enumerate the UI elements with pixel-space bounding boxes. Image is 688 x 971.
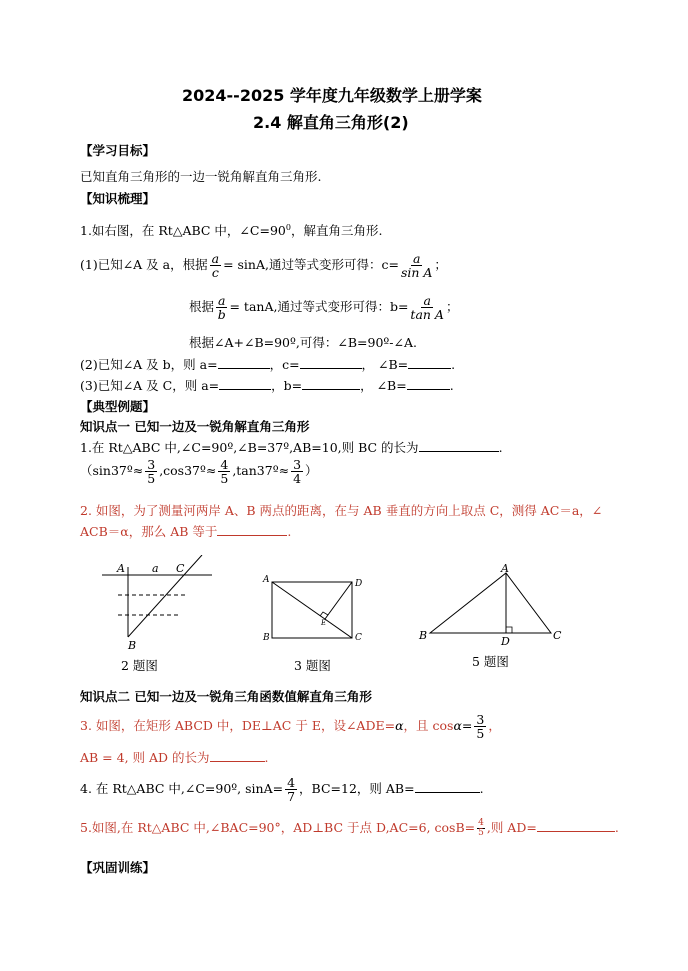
goals-heading: 【学习目标】 (80, 143, 156, 158)
frac-den: 7 (287, 789, 296, 805)
frac-den: 5 (147, 471, 156, 487)
line1-mid: = sinA,通过等式变形可得：c= (223, 257, 399, 273)
figure-2-river-diagram (100, 555, 220, 655)
frac-num: 4 (220, 457, 229, 472)
fraction-a-over-sinA (401, 252, 432, 279)
line2-mid: = tanA,通过等式变形可得：b= (229, 299, 409, 315)
line5-part-a: (3)已知∠A 及 C，则 a= (80, 378, 220, 393)
goals-text: 已知直角三角形的一边一锐角解直角三角形. (80, 169, 322, 184)
frac-num: a (412, 251, 421, 266)
line2-pre: 根据 (189, 299, 215, 315)
knowledge-heading: 【知识梳理】 (80, 191, 156, 206)
example2-end: . (287, 524, 292, 539)
example-5 (80, 818, 619, 838)
example5-end: . (614, 820, 619, 835)
document-title: 2024--2025 学年度九年级数学上册学案 (182, 86, 482, 105)
label-C: C (553, 629, 562, 642)
label-B: B (419, 629, 428, 642)
knowledge-line-2 (189, 294, 458, 321)
example4-mid: ，BC=12，则 AB= (299, 781, 415, 797)
frac-den: b (217, 307, 226, 323)
knowledge-q1 (80, 221, 382, 239)
q1-degree: 0 (285, 222, 291, 232)
example5-pre: 5.如图,在 Rt△ABC 中,∠BAC=90°，AD⊥BC 于点 D,AC=6, cosB= (80, 820, 476, 835)
line4-part-c: ， ∠B= (361, 357, 409, 372)
frac-num: a (423, 293, 431, 308)
answer-blank[interactable] (419, 439, 499, 453)
frac-num: 4 (287, 775, 296, 790)
frac-num: 4 (478, 817, 484, 828)
frac-den: sin A (400, 265, 433, 281)
figure-3-rectangle-diagram (260, 572, 370, 644)
segment-BC (128, 555, 202, 637)
example-1 (80, 438, 503, 456)
answer-blank[interactable] (537, 819, 615, 833)
knowledge-line-4 (80, 355, 455, 373)
example2-text: ACB＝α，那么 AB 等于 (80, 524, 218, 539)
frac-den: 5 (476, 726, 485, 742)
figure-5-caption: 5 题图 (472, 654, 509, 669)
fraction-a-over-tanA (410, 294, 444, 321)
label-B: B (263, 633, 270, 643)
example1-end: . (498, 440, 503, 455)
label-D: D (355, 579, 363, 589)
answer-blank[interactable] (219, 377, 271, 391)
knowledge-line-1 (80, 252, 447, 279)
label-A: A (501, 563, 509, 575)
fraction-3-4 (291, 458, 303, 485)
label-C: C (176, 562, 185, 575)
answer-blank[interactable] (217, 523, 287, 537)
knowledge-point-1: 知识点一 已知一边及一锐角解直角三角形 (80, 419, 310, 434)
fraction-4-5 (218, 458, 230, 485)
answer-blank[interactable] (218, 356, 270, 370)
line4-part-a: (2)已知∠A 及 b，则 a= (80, 357, 218, 372)
example4-end: . (479, 781, 484, 797)
q1-text-pre: 1.如右图，在 Rt△ABC 中，∠C=90 (80, 223, 286, 238)
example-1-hint (80, 458, 318, 485)
knowledge-line-3: 根据∠A+∠B=90º,可得：∠B=90º-∠A. (189, 335, 417, 350)
frac-num: a (218, 293, 226, 308)
fraction-4-7 (285, 776, 297, 803)
label-A: A (263, 575, 270, 585)
example3-pre: 3. 如图，在矩形 ABCD 中，DE⊥AC 于 E，设∠ADE= (80, 718, 396, 734)
frac-den: tan A (410, 307, 444, 323)
figure-3-caption: 3 题图 (294, 658, 331, 673)
right-angle-mark (320, 612, 328, 616)
hint-tan: ,tan37º≈ (232, 463, 290, 479)
example3-end: ， (488, 718, 501, 734)
example3-text: AB = 4, 则 AD 的长为 (80, 750, 210, 765)
example3-end: . (264, 750, 269, 765)
practice-heading: 【巩固训练】 (80, 860, 156, 875)
example-2-line-1: 2. 如图，为了测量河两岸 A、B 两点的距离，在与 AB 垂直的方向上取点 C，测得 AC＝a，∠ (80, 503, 603, 518)
frac-den: 5 (478, 828, 484, 838)
answer-blank[interactable] (415, 780, 480, 794)
fraction-3-5 (474, 713, 486, 740)
example3-mid: ，且 cos (403, 718, 454, 734)
example-3-line-2 (80, 748, 269, 766)
knowledge-point-2: 知识点二 已知一边及一锐角三角函数值解直角三角形 (80, 689, 372, 704)
label-A: A (117, 562, 125, 575)
line2-end: ； (445, 299, 459, 315)
hint-cos: ,cos37º≈ (159, 463, 217, 479)
label-D: D (501, 635, 510, 648)
frac-den: 5 (220, 471, 229, 487)
example4-pre: 4. 在 Rt△ABC 中,∠C=90º, sinA= (80, 781, 284, 797)
answer-blank[interactable] (407, 377, 450, 391)
answer-blank[interactable] (302, 377, 360, 391)
line5-part-b: ，b= (271, 378, 303, 393)
answer-blank[interactable] (408, 356, 451, 370)
example-3-line-1 (80, 713, 501, 740)
example1-text: 1.在 Rt△ABC 中,∠C=90º,∠B=37º,AB=10,则 BC 的长为 (80, 440, 419, 455)
label-B: B (128, 639, 137, 652)
frac-num: 3 (476, 712, 485, 727)
label-a: a (152, 562, 159, 575)
hint-close: ） (305, 463, 318, 479)
triangle-ABC (430, 573, 551, 633)
alpha-symbol: α (395, 718, 404, 734)
alpha-symbol: α (453, 718, 462, 734)
hint-open: （sin37º≈ (80, 463, 144, 479)
label-C: C (355, 633, 362, 643)
example-4 (80, 776, 484, 803)
fraction-4-5 (477, 819, 485, 839)
examples-heading: 【典型例题】 (80, 399, 156, 414)
line5-part-c: ， ∠B= (360, 378, 407, 393)
frac-num: 3 (293, 457, 302, 472)
line1-pre: (1)已知∠A 及 a，根据 (80, 257, 208, 273)
right-angle-mark (506, 627, 512, 633)
frac-num: 3 (147, 457, 156, 472)
answer-blank[interactable] (210, 749, 265, 763)
figure-2-caption: 2 题图 (121, 658, 158, 673)
line1-end: ； (434, 257, 447, 273)
line4-part-b: ，c= (269, 357, 300, 372)
lesson-title: 2.4 解直角三角形(2) (253, 113, 409, 132)
line5-part-d: . (449, 378, 454, 393)
fraction-a-over-b (216, 294, 227, 321)
equals-sign: = (461, 718, 473, 734)
frac-den: 4 (293, 471, 302, 487)
figure-5-triangle-diagram (415, 563, 575, 648)
frac-den: c (211, 265, 219, 281)
line4-part-d: . (451, 357, 456, 372)
label-E: E (321, 619, 327, 627)
fraction-a-over-c (210, 252, 221, 279)
example-2-line-2 (80, 522, 291, 540)
fraction-3-5 (145, 458, 157, 485)
q1-text-post: ，解直角三角形. (290, 223, 383, 238)
diagonal-AC (272, 582, 352, 638)
example5-mid: ,则 AD= (486, 820, 537, 835)
answer-blank[interactable] (300, 356, 362, 370)
frac-num: a (211, 251, 220, 266)
segment-DE (325, 582, 352, 619)
knowledge-line-5 (80, 376, 454, 394)
